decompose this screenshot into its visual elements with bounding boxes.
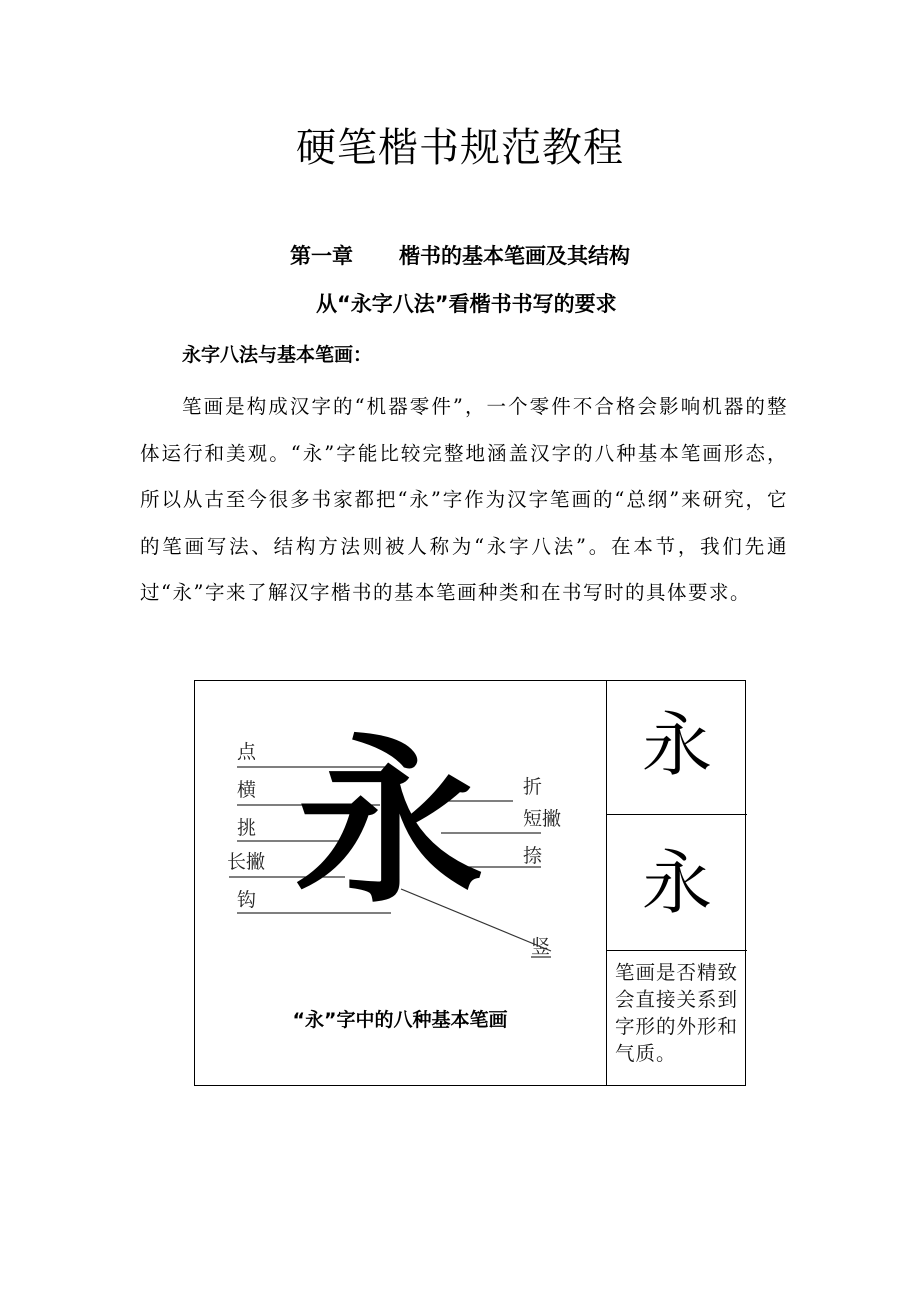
subtitle: 从“永字八法”看楷书书写的要求 — [316, 292, 617, 316]
sample-character-2: 永 — [642, 842, 712, 924]
body-paragraph: 笔画是构成汉字的“机器零件”，一个零件不合格会影响机器的整体运行和美观。“永”字能比较完整地涵盖汉字的八种基本笔画形态，所以从古至今很多书家都把“永”字作为汉字笔画的“总纲”来研究，它的笔画写法、结构方法则被人称为“永字八法”。在本节，我们先通过“永”字来了解汉字楷书的基本笔画种类和在书写时的具体要求。 — [140, 395, 788, 604]
stroke-label-zhe: 折 — [523, 776, 543, 798]
sample-cell-1 — [607, 681, 747, 815]
stroke-label-duanpie: 短撇 — [523, 808, 562, 830]
figure-note: 笔画是否精致会直接关系到字形的外形和气质。 — [615, 961, 739, 1065]
chapter-heading — [0, 240, 920, 272]
section-heading: 永字八法与基本笔画： — [182, 344, 373, 366]
stroke-label-gou: 钩 — [237, 889, 257, 911]
stroke-label-tiao: 挑 — [237, 817, 257, 839]
big-yong-character: 永 — [294, 717, 484, 928]
stroke-label-na: 捺 — [523, 845, 543, 867]
chapter-number: 第一章 — [290, 244, 353, 268]
sample-character-1: 永 — [642, 704, 712, 786]
stroke-figure — [194, 680, 746, 1086]
chapter-title: 楷书的基本笔画及其结构 — [399, 244, 630, 268]
stroke-label-shu: 竖 — [531, 936, 551, 958]
figure-right-column — [606, 681, 747, 1085]
sample-cell-2 — [607, 815, 747, 951]
stroke-label-changpie: 长撇 — [227, 851, 266, 873]
stroke-label-heng: 横 — [237, 779, 257, 801]
figure-caption: “永”字中的八种基本笔画 — [292, 1009, 508, 1031]
stroke-label-dian: 点 — [237, 741, 257, 763]
page-title: 硬笔楷书规范教程 — [296, 125, 624, 171]
